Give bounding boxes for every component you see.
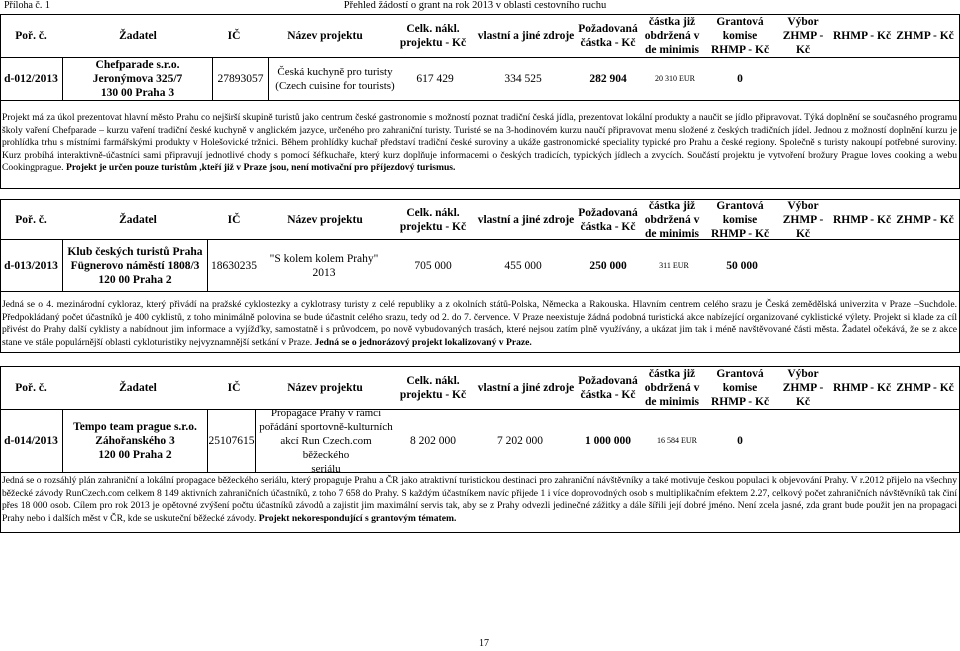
header-committee: Grantová komise RHMP - Kč [710, 368, 770, 408]
committee-value: 50 000 [726, 259, 758, 272]
page-title: Přehled žádostí o grant na rok 2013 v oblasti cestovního ruchu [343, 0, 607, 11]
applicant-city: 120 00 Praha 2 [98, 273, 172, 286]
project-name-cell [269, 58, 401, 100]
header-rhmp: RHMP - Kč [832, 30, 892, 42]
own-sources-value: 7 202 000 [497, 435, 543, 447]
page-number: 17 [479, 638, 489, 649]
committee-value: 0 [737, 73, 743, 85]
de-minimis-value: 20 310 EUR [655, 74, 695, 83]
description-conclusion: Projekt je určen pouze turistům ,kteří již v Praze jsou, není motivační pro příjezdový turismus. [65, 162, 456, 173]
description-text: Jedná se o 4. mezinárodní cykloraz, který přivádí na pražské cyklostezky a cyklotrasy turisty z celé republiky a z okolních států-Polska, Německa a Rakouska. Hlavním centrem celého srazu je Česká zemědělská univerzita v Praze –Suchdole. Předpokládaný počet účastníků je 400 cyklistů, z toho minimálně polovina se bude účastnit celého srazu, tedy od 2. do 7. července. V Praze neexistuje žádná podobná turistická akce nabízející organizované cyklistické výlety. Projekt si klade za cíl přivést do Prahy další cyklisty a nabídnout jim informace a vyjížďky, samostatně i s průvodcem, po nově vybudovaných trasách, které nejsou zatím plně využívány, a ukázat jim tak i méně navštěvované části města. Žadatel očekává, že se z akce stane ve stále populárnější oblasti cykloturistiky nejvyznamnější setkání v Praze. [2, 299, 957, 348]
header-project-name: Název projektu [287, 382, 363, 394]
header-zhmp: ZHMP - Kč [896, 382, 954, 394]
applicant-street: Fügnerovo náměstí 1808/3 [70, 259, 200, 272]
header-applicant: Žadatel [119, 213, 157, 226]
project-name-line: (Czech cuisine for tourists) [275, 80, 395, 92]
project-name-line: seriálu [311, 463, 341, 475]
committee-value: 0 [737, 435, 743, 447]
project-description [2, 475, 957, 525]
project-name-line: Propagace Prahy v rámci [270, 407, 382, 419]
ic-value: 25107615 [208, 435, 255, 447]
de-minimis-value: 311 EUR [659, 260, 689, 270]
de-minimis-value: 16 584 EUR [657, 436, 697, 445]
project-number: d-013/2013 [4, 259, 58, 272]
project-number: d-014/2013 [4, 435, 58, 447]
header-ic: IČ [227, 382, 241, 394]
description-conclusion: Projekt nekorespondující s grantovým tématem. [258, 512, 457, 524]
ic-value: 18630235 [211, 259, 257, 272]
header-requested: Požadovaná částka - Kč [578, 375, 638, 401]
header-ic: IČ [227, 213, 241, 226]
header-own-sources: vlastní a jiné zdroje [477, 30, 575, 42]
header-no: Poř. č. [15, 213, 47, 226]
applicant-name: Chefparade s.r.o. [95, 59, 180, 71]
project-description [2, 112, 957, 175]
description-conclusion: Jedná se o jednorázový projekt lokalizovaný v Praze. [314, 336, 532, 348]
header-de-minimis: částka již obdržená v de minimis [644, 199, 700, 240]
header-requested: Požadovaná částka - Kč [578, 206, 638, 233]
header-total-cost: Celk. nákl. projektu - Kč [399, 375, 467, 401]
header-ic: IČ [227, 30, 241, 42]
header-total-cost: Celk. nákl. projektu - Kč [399, 206, 467, 233]
header-rhmp: RHMP - Kč [832, 213, 892, 226]
applicant-cell [63, 240, 207, 291]
project-description [2, 299, 957, 349]
header-committee: Grantová komise RHMP - Kč [710, 199, 770, 240]
project-name-line: pořádání sportovně-kulturních [259, 421, 393, 433]
applicant-city: 130 00 Praha 3 [100, 87, 175, 99]
header-total-cost: Celk. nákl. projektu - Kč [399, 23, 467, 49]
own-sources-value: 334 525 [504, 73, 542, 85]
total-cost-value: 8 202 000 [410, 435, 456, 447]
description-text: Projekt má za úkol prezentovat hlavní město Prahu co nejširší skupině turistů jako centrum české gastronomie s možností poznat tradiční česká jídla, prezentovat lokální produkty a naučit se jídlo připravovat. Týká doplnění se současného programu školy vaření Chefparade – kurzu vaření tradiční české kuchyně v anglickém jazyce, určeného pro zahraniční turisty. Turisté se na 3-hodinovém kurzu naučí připravovat menu složené z českých tradičních jídel. Jednou z možností doplnění kurzu je prohlídka trhu s místními farmářskými produkty v Holešovické tržnici. Během prohlídky kuchař představí tradiční české suroviny a ukáže gastronomické speciality typické pro Prahu a české regiony. Společně s turisty nakoupí potřebné suroviny. Kurz probíhá interaktivně-účastníci sami připravují jednotlivé chody s pomocí šéfkuchaře, který kurz doplňuje informacemi o českých tradicích, typických jídlech a zvycích. Součástí projektu je vytvoření brožury Prague loves cooking a webu Cookingprague. [2, 112, 957, 173]
header-no: Poř. č. [15, 382, 47, 394]
applicant-street: Jeronýmova 325/7 [92, 73, 183, 85]
header-zhmp: ZHMP - Kč [896, 30, 954, 42]
header-no: Poř. č. [15, 30, 47, 42]
header-rhmp: RHMP - Kč [832, 382, 892, 394]
header-zhmp: ZHMP - Kč [896, 213, 954, 226]
applicant-name: Tempo team prague s.r.o. [73, 421, 197, 433]
header-own-sources: vlastní a jiné zdroje [477, 382, 575, 394]
header-committee: Grantová komise RHMP - Kč [710, 16, 770, 56]
project-name-cell [256, 407, 396, 475]
header-applicant: Žadatel [119, 30, 157, 42]
project-name-cell [262, 240, 386, 291]
header-project-name: Název projektu [287, 213, 363, 226]
header-de-minimis: částka již obdržená v de minimis [644, 16, 700, 56]
project-name-line: "S kolem kolem Prahy" 2013 [269, 252, 379, 279]
applicant-name: Klub českých turistů Praha [67, 245, 203, 258]
header-board: Výbor ZHMP - Kč [782, 368, 824, 408]
header-de-minimis: částka již obdržená v de minimis [644, 368, 700, 408]
header-board: Výbor ZHMP - Kč [782, 16, 824, 56]
header-requested: Požadovaná částka - Kč [578, 23, 638, 49]
description-text: Jedná se o rozsáhlý plán zahraniční a lokální propagace běžeckého seriálu, který propaguje Prahu a ČR jako atraktivní turistickou destinaci pro zahraniční návštěvníky a také motivuje českou populaci k objevování Prahy. V r.2012 přijelo na všechny běžecké závody RunCzech.com celkem 8 149 aktivních zahraničních účastníků, z toho 7 658 do Prahy. S každým účastníkem navíc přijede 1 i více doprovodných osob s multiplikačním efektem 2.27, celkový počet zahraničních návštěvníků tak činí přes 18 000 osob. Cílem pro rok 2013 je opětovné zvýšení počtu účastníků závodů a zajistit jim maximální servis tak, aby se z Prahy odvezli jedinečné zážitky a dále šířili její dobré jméno. Není zcela jasné, zda grant bude použit jen na propagaci Prahy nebo i dalších měst v ČR, kde se uskuteční běžecké závody. [2, 475, 957, 524]
requested-value: 1 000 000 [585, 435, 631, 447]
total-cost-value: 617 429 [416, 73, 454, 85]
project-number: d-012/2013 [4, 73, 58, 85]
header-own-sources: vlastní a jiné zdroje [477, 213, 575, 226]
header-applicant: Žadatel [119, 382, 157, 394]
applicant-cell [63, 410, 207, 472]
project-name-line: akcí Run Czech.com běžeckého [280, 435, 372, 461]
header-project-name: Název projektu [287, 30, 363, 42]
own-sources-value: 455 000 [504, 259, 542, 272]
ic-value: 27893057 [217, 73, 264, 85]
applicant-cell [63, 58, 212, 100]
applicant-street: Záhořanského 3 [95, 435, 175, 447]
requested-value: 282 904 [589, 73, 627, 85]
applicant-city: 120 00 Praha 2 [98, 449, 172, 461]
total-cost-value: 705 000 [414, 259, 452, 272]
header-board: Výbor ZHMP - Kč [782, 199, 824, 240]
requested-value: 250 000 [589, 259, 627, 272]
project-name-line: Česká kuchyně pro turisty [277, 66, 393, 78]
attachment-label: Příloha č. 1 [4, 0, 50, 11]
